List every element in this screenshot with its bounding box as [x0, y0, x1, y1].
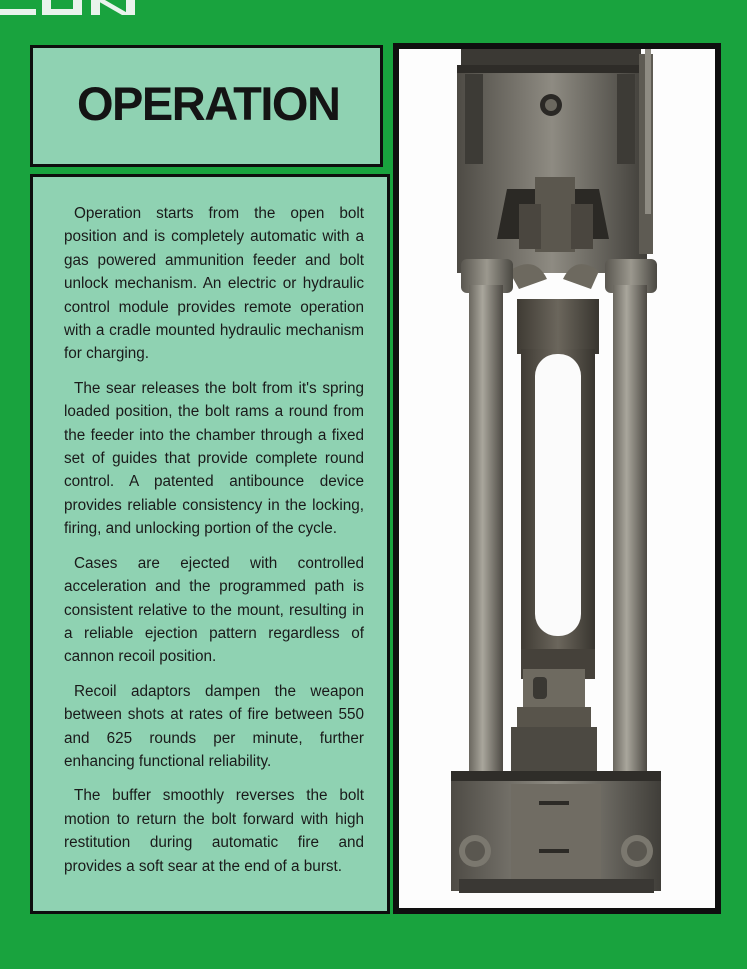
paragraph-3: Cases are ejected with controlled acceleration and the programmed path is consistent relative to the mount, resulting in a reliable ejection pattern regardless of cannon recoil position.: [64, 554, 364, 666]
body-text-panel: [30, 174, 390, 914]
title-panel: [30, 45, 383, 167]
paragraph-4: Recoil adaptors dampen the weapon between shots at rates of fire between 550 and 625 rounds per minute, further enhancing functional reliability.: [64, 682, 364, 770]
header-letter-fragments: [0, 0, 170, 18]
paragraph-2: The sear releases the bolt from it's spring loaded position, the bolt rams a round from the feeder into the chamber through a fixed set of guides that provide complete round control. A patented antibounce device provides reliable consistency in the locking, firing, and unlocking portion of the cycle.: [64, 379, 364, 538]
paragraph-5: The buffer smoothly reverses the bolt motion to return the bolt forward with high restitution during automatic fire and provides a soft sear at the end of a burst.: [64, 787, 364, 875]
photo-frame: [393, 43, 721, 914]
cannon-receiver-mechanism-photo: [399, 49, 715, 908]
page-title: OPERATION: [77, 77, 340, 130]
body-text: [64, 202, 364, 889]
paragraph-1: Operation starts from the open bolt position and is completely automatic with a gas powered ammunition feeder and bolt unlock mechanism. An electric or hydraulic control module provides remote operation with a cradle mounted hydraulic mechanism for charging.: [64, 205, 364, 363]
